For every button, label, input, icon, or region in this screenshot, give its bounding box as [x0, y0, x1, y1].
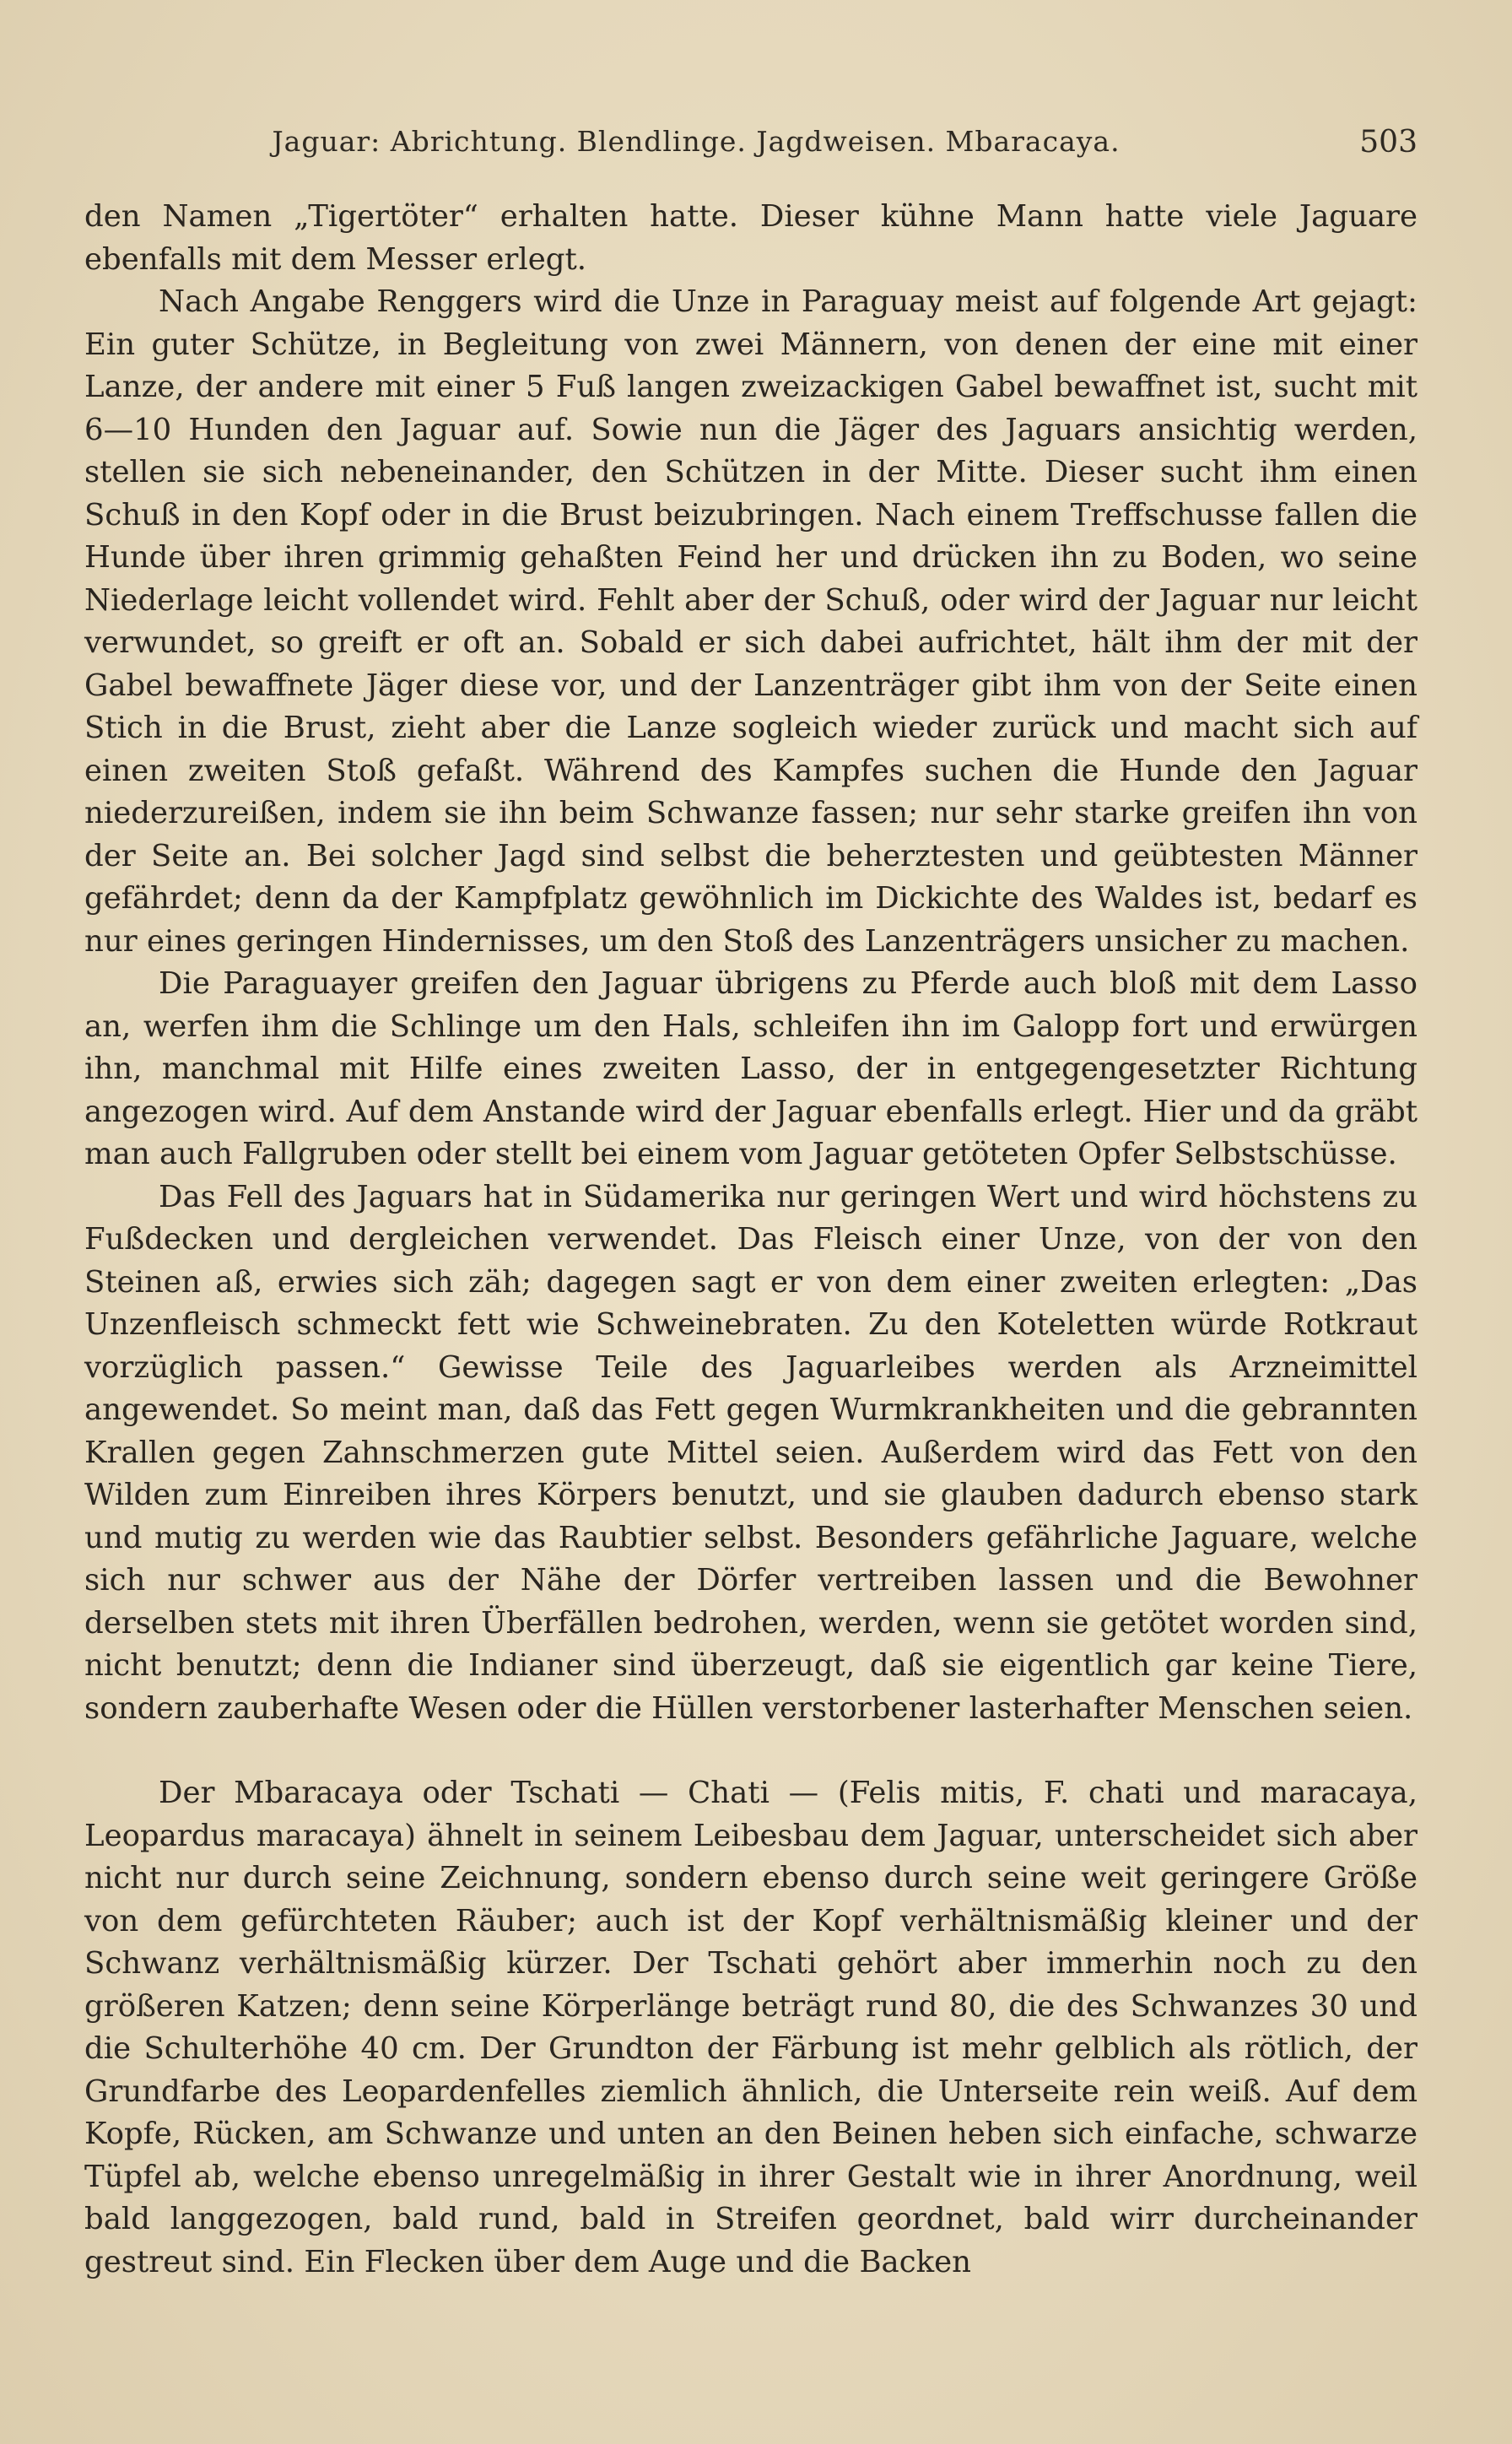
- paragraph-mbaracaya: Der Mbaracaya oder Tschati — Chati — (Felis mitis, F. chati und maracaya, Leopardus maracaya) ähnelt in seinem Leibesbau dem Jaguar, unterscheidet sich aber nicht nur durch seine Zeichnung, sondern ebenso durch seine weit geringere Größe von dem gefürchteten Räuber; auch ist der Kopf verhältnismäßig kleiner und der Schwanz verhältnismäßig kürzer. Der Tschati gehört aber immerhin noch zu den größeren Katzen; denn seine Körperlänge beträgt rund 80, die des Schwanzes 30 und die Schulterhöhe 40 cm. Der Grundton der Färbung ist mehr gelblich als rötlich, der Grundfarbe des Leopardenfelles ziemlich ähnlich, die Unterseite rein weiß. Auf dem Kopfe, Rücken, am Schwanze und unten an den Beinen heben sich einfache, schwarze Tüpfel ab, welche ebenso unregelmäßig in ihrer Gestalt wie in ihrer Anordnung, weil bald langgezogen, bald rund, bald in Streifen geordnet, bald wirr durcheinander gestreut sind. Ein Flecken über dem Auge und die Backen: [84, 1776, 1418, 2279]
- body-text: [84, 196, 1418, 2284]
- paragraph-continuation: den Namen „Tigertöter“ erhalten hatte. Dieser kühne Mann hatte viele Jaguare ebenfalls mit dem Messer erlegt.: [84, 199, 1418, 277]
- section-spacer: [84, 1730, 1418, 1772]
- paragraph-rengger-hunt: Nach Angabe Renggers wird die Unze in Paraguay meist auf folgende Art gejagt: Ein guter Schütze, in Begleitung von zwei Männern, von denen der eine mit einer Lanze, der andere mit einer 5 Fuß langen zweizackigen Gabel bewaffnet ist, sucht mit 6—10 Hunden den Jaguar auf. Sowie nun die Jäger des Jaguars ansichtig werden, stellen sie sich nebeneinander, den Schützen in der Mitte. Dieser sucht ihm einen Schuß in den Kopf oder in die Brust beizubringen. Nach einem Treffschusse fallen die Hunde über ihren grimmig gehaßten Feind her und drücken ihn zu Boden, wo seine Niederlage leicht vollendet wird. Fehlt aber der Schuß, oder wird der Jaguar nur leicht verwundet, so greift er oft an. Sobald er sich dabei aufrichtet, hält ihm der mit der Gabel bewaffnete Jäger diese vor, und der Lanzenträger gibt ihm von der Seite einen Stich in die Brust, zieht aber die Lanze sogleich wieder zurück und macht sich auf einen zweiten Stoß gefaßt. Während des Kampfes suchen die Hunde den Jaguar niederzureißen, indem sie ihn beim Schwanze fassen; nur sehr starke greifen ihn von der Seite an. Bei solcher Jagd sind selbst die beherztesten und geübtesten Männer gefährdet; denn da der Kampfplatz gewöhnlich im Dickichte des Waldes ist, bedarf es nur eines geringen Hindernisses, um den Stoß des Lanzenträgers unsicher zu machen.: [84, 284, 1418, 959]
- paragraph-fur-uses: Das Fell des Jaguars hat in Südamerika nur geringen Wert und wird höchstens zu Fußdecken und dergleichen verwendet. Das Fleisch einer Unze, von der von den Steinen aß, erwies sich zäh; dagegen sagt er von dem einer zweiten erlegten: „Das Unzenfleisch schmeckt fett wie Schweinebraten. Zu den Koteletten würde Rotkraut vorzüglich passen.“ Gewisse Teile des Jaguarleibes werden als Arzneimittel angewendet. So meint man, daß das Fett gegen Wurmkrankheiten und die gebrannten Krallen gegen Zahnschmerzen gute Mittel seien. Außerdem wird das Fett von den Wilden zum Einreiben ihres Körpers benutzt, und sie glauben dadurch ebenso stark und mutig zu werden wie das Raubtier selbst. Besonders gefährliche Jaguare, welche sich nur schwer aus der Nähe der Dörfer vertreiben lassen und die Bewohner derselben stets mit ihren Überfällen bedrohen, werden, wenn sie getötet worden sind, nicht benutzt; denn die Indianer sind überzeugt, daß sie eigentlich gar keine Tiere, sondern zauberhafte Wesen oder die Hüllen verstorbener lasterhafter Menschen seien.: [84, 1179, 1418, 1726]
- page-number: 503: [1359, 125, 1418, 160]
- paragraph-lasso: Die Paraguayer greifen den Jaguar übrigens zu Pferde auch bloß mit dem Lasso an, werfen ihm die Schlinge um den Hals, schleifen ihn im Galopp fort und erwürgen ihn, manchmal mit Hilfe eines zweiten Lasso, der in entgegengesetzter Richtung angezogen wird. Auf dem Anstande wird der Jaguar ebenfalls erlegt. Hier und da gräbt man auch Fallgruben oder stellt bei einem vom Jaguar getöteten Opfer Selbstschüsse.: [84, 966, 1418, 1171]
- running-title: Jaguar: Abrichtung. Blendlinge. Jagdweisen. Mbaracaya.: [272, 125, 1120, 158]
- page-header: [84, 125, 1418, 176]
